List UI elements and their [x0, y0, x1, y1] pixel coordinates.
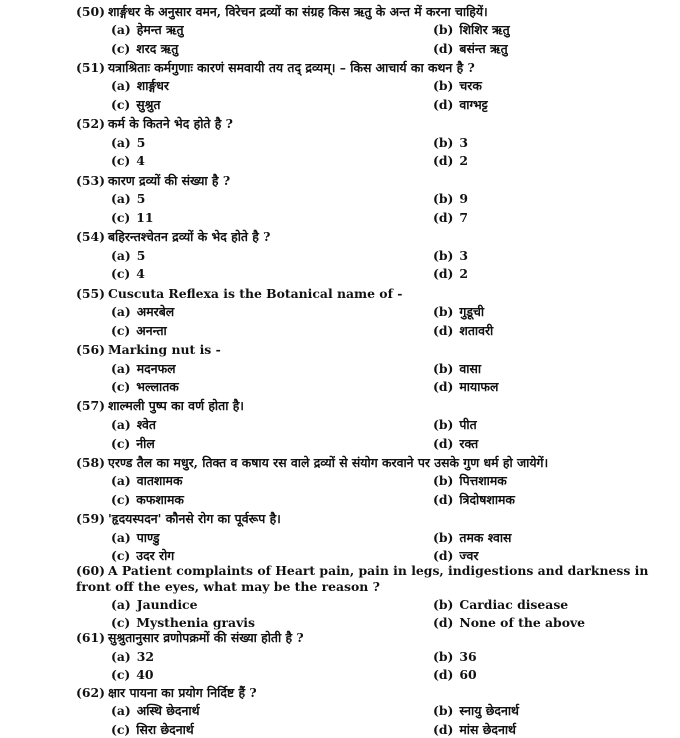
option-b	[433, 78, 482, 94]
option-d	[433, 492, 515, 508]
option-text: चरक	[459, 78, 482, 93]
option-c	[111, 97, 161, 113]
question-text: एरण्ड तैल का मधुर, तिक्त व कषाय रस वाले द्रव्यों से संयोग करवाने पर उसके गुण धर्म हो जायेगें।	[107, 455, 549, 470]
option-text: Cardiac disease	[459, 597, 569, 612]
option-text: कफशामक	[136, 492, 184, 507]
option-key: (d)	[433, 97, 454, 112]
option-d	[433, 266, 468, 282]
option-key: (a)	[111, 304, 131, 319]
option-text: मांस छेदनार्थ	[459, 722, 516, 737]
option-a	[111, 530, 160, 546]
option-key: (c)	[111, 667, 131, 682]
option-a	[111, 248, 145, 264]
option-c	[111, 379, 179, 395]
option-text: हेमन्त ऋतु	[136, 22, 184, 37]
option-key: (b)	[433, 191, 454, 206]
option-a	[111, 135, 145, 151]
option-text: ज्वर	[459, 548, 479, 563]
question-number: (57)	[76, 398, 105, 413]
question-56	[76, 342, 650, 358]
option-text: पाण्डु	[136, 530, 160, 545]
option-d	[433, 210, 468, 226]
option-text: शरद ऋतु	[136, 41, 179, 56]
option-key: (b)	[433, 649, 454, 664]
option-key: (c)	[111, 615, 131, 630]
question-50	[76, 4, 650, 20]
option-a	[111, 304, 174, 320]
question-number: (52)	[76, 116, 105, 131]
option-text: 2	[459, 153, 469, 168]
option-key: (a)	[111, 649, 131, 664]
option-c	[111, 41, 178, 57]
question-62	[76, 685, 650, 701]
option-d	[433, 548, 478, 564]
option-key: (d)	[433, 667, 454, 682]
option-d	[433, 323, 493, 339]
option-text: शार्ङ्गधर	[136, 78, 169, 93]
option-text: अस्थि छेदनार्थ	[136, 703, 200, 718]
option-key: (c)	[111, 41, 131, 56]
option-text: उदर रोग	[136, 548, 175, 563]
question-text: Cuscuta Reflexa is the Botanical name of -	[107, 286, 403, 301]
option-a	[111, 78, 169, 94]
option-d	[433, 436, 478, 452]
option-text: 32	[136, 649, 155, 664]
option-text: वाग्भट्ट	[459, 97, 488, 112]
option-text: नील	[136, 436, 155, 451]
option-text: वातशामक	[136, 473, 183, 488]
option-key: (c)	[111, 436, 131, 451]
option-text: मायाफल	[459, 379, 499, 394]
question-text: कारण द्रव्यों की संख्या है ?	[107, 173, 231, 188]
option-key: (b)	[433, 304, 454, 319]
question-text: क्षार पायना का प्रयोग निर्दिष्ट हैं ?	[107, 685, 257, 700]
option-text: मदनफल	[136, 361, 176, 376]
option-key: (b)	[433, 135, 454, 150]
option-text: गुडूची	[459, 304, 485, 319]
option-b	[433, 649, 477, 665]
option-text: पीत	[459, 417, 477, 432]
option-key: (c)	[111, 266, 131, 281]
question-text: शाल्मली पुष्प का वर्ण होता है।	[107, 398, 244, 413]
option-text: पित्तशामक	[459, 473, 507, 488]
option-c	[111, 323, 167, 339]
option-text: 60	[459, 667, 477, 682]
option-b	[433, 703, 519, 719]
option-text: स्नायु छेदनार्थ	[459, 703, 519, 718]
option-a	[111, 22, 184, 38]
question-number: (58)	[76, 455, 105, 470]
option-text: श्वेत	[136, 417, 156, 432]
option-a	[111, 191, 145, 207]
option-b	[433, 304, 484, 320]
option-a	[111, 597, 197, 613]
option-key: (a)	[111, 191, 131, 206]
option-a	[111, 703, 200, 719]
option-key: (b)	[433, 248, 454, 263]
option-key: (a)	[111, 703, 131, 718]
option-key: (b)	[433, 597, 454, 612]
option-text: तमक श्वास	[459, 530, 512, 545]
option-key: (a)	[111, 473, 131, 488]
option-key: (c)	[111, 323, 131, 338]
question-text: शार्ङ्गधर के अनुसार वमन, विरेचन द्रव्यों का संग्रह किस ऋतु के अन्त में करना चाहियें।	[107, 4, 488, 19]
option-text: 5	[136, 135, 146, 150]
option-text: 11	[136, 210, 154, 225]
option-text: None of the above	[459, 615, 586, 630]
option-key: (d)	[433, 153, 454, 168]
question-text: सुश्रुतानुसार व्रणोपक्रमों की संख्या होती है ?	[107, 630, 304, 645]
option-key: (c)	[111, 97, 131, 112]
option-d	[433, 153, 468, 169]
question-51	[76, 60, 650, 76]
question-number: (61)	[76, 630, 105, 645]
question-number: (62)	[76, 685, 105, 700]
option-d	[433, 615, 585, 631]
option-key: (b)	[433, 417, 454, 432]
option-c	[111, 266, 145, 282]
option-c	[111, 667, 154, 683]
option-key: (d)	[433, 323, 454, 338]
option-text: सिरा छेदनार्थ	[136, 722, 194, 737]
option-key: (b)	[433, 530, 454, 545]
option-text: अनन्ता	[136, 323, 167, 338]
option-text: 3	[459, 248, 469, 263]
question-61	[76, 630, 650, 646]
option-key: (d)	[433, 266, 454, 281]
option-text: 5	[136, 248, 146, 263]
option-text: Jaundice	[136, 597, 198, 612]
question-60	[76, 563, 650, 595]
question-text: 'हृदयस्पदन' कौनसे रोग का पूर्वरूप है।	[107, 511, 281, 526]
option-key: (d)	[433, 548, 454, 563]
option-key: (d)	[433, 615, 454, 630]
question-number: (55)	[76, 286, 105, 301]
option-b	[433, 361, 481, 377]
question-59	[76, 511, 650, 527]
option-d	[433, 41, 508, 57]
option-text: शतावरी	[459, 323, 494, 338]
option-key: (c)	[111, 722, 131, 737]
option-text: सुश्रुत	[136, 97, 161, 112]
option-a	[111, 361, 176, 377]
option-key: (c)	[111, 153, 131, 168]
option-text: 5	[136, 191, 146, 206]
option-text: शिशिर ऋतु	[459, 22, 510, 37]
option-key: (d)	[433, 436, 454, 451]
question-57	[76, 398, 650, 414]
option-c	[111, 722, 194, 738]
option-key: (b)	[433, 22, 454, 37]
option-c	[111, 153, 145, 169]
option-b	[433, 191, 468, 207]
option-b	[433, 135, 468, 151]
option-key: (c)	[111, 492, 131, 507]
option-key: (c)	[111, 548, 131, 563]
question-58	[76, 455, 650, 471]
question-54	[76, 229, 650, 245]
option-text: 4	[136, 266, 145, 281]
option-d	[433, 722, 516, 738]
option-b	[433, 248, 468, 264]
option-text: 36	[459, 649, 477, 664]
option-b	[433, 530, 511, 546]
option-c	[111, 548, 174, 564]
option-key: (b)	[433, 78, 454, 93]
option-b	[433, 22, 510, 38]
option-text: वासा	[459, 361, 482, 376]
option-b	[433, 597, 568, 613]
option-key: (d)	[433, 492, 454, 507]
option-c	[111, 492, 184, 508]
option-key: (a)	[111, 135, 131, 150]
option-text: भल्लातक	[136, 379, 179, 394]
option-text: अमरबेल	[136, 304, 175, 319]
option-text: 4	[136, 153, 145, 168]
option-text: रक्त	[459, 436, 479, 451]
option-key: (d)	[433, 379, 454, 394]
option-text: 9	[459, 191, 469, 206]
option-text: त्रिदोषशामक	[459, 492, 515, 507]
option-c	[111, 615, 255, 631]
option-key: (a)	[111, 78, 131, 93]
question-number: (56)	[76, 342, 105, 357]
option-key: (b)	[433, 473, 454, 488]
question-number: (51)	[76, 60, 105, 75]
option-a	[111, 417, 156, 433]
question-text: बहिरन्तश्चेतन द्रव्यों के भेद होते है ?	[107, 229, 271, 244]
question-text: कर्म के कितने भेद होते है ?	[107, 116, 233, 131]
option-key: (a)	[111, 530, 131, 545]
option-key: (a)	[111, 22, 131, 37]
option-text: बसंन्त ऋतु	[459, 41, 508, 56]
question-number: (59)	[76, 511, 105, 526]
option-key: (a)	[111, 417, 131, 432]
option-key: (a)	[111, 597, 131, 612]
option-b	[433, 473, 507, 489]
option-key: (c)	[111, 379, 131, 394]
option-text: 3	[459, 135, 469, 150]
option-key: (c)	[111, 210, 131, 225]
option-text: 2	[459, 266, 469, 281]
option-a	[111, 649, 154, 665]
question-text: यत्राश्रिताः कर्मगुणाः कारणं समवायी तय तद् द्रव्यम्। – किस आचार्य का कथन है ?	[107, 60, 475, 75]
option-key: (b)	[433, 703, 454, 718]
question-55	[76, 286, 650, 302]
option-key: (a)	[111, 361, 131, 376]
question-number: (60)	[76, 563, 105, 578]
question-number: (53)	[76, 173, 105, 188]
option-b	[433, 417, 477, 433]
option-text: 7	[459, 210, 469, 225]
option-a	[111, 473, 183, 489]
option-key: (b)	[433, 361, 454, 376]
option-key: (d)	[433, 722, 454, 737]
question-text: Marking nut is -	[107, 342, 221, 357]
option-key: (d)	[433, 41, 454, 56]
option-d	[433, 97, 488, 113]
question-number: (50)	[76, 4, 105, 19]
option-key: (a)	[111, 248, 131, 263]
question-53	[76, 173, 650, 189]
option-d	[433, 667, 477, 683]
question-number: (54)	[76, 229, 105, 244]
question-52	[76, 116, 650, 132]
option-text: 40	[136, 667, 154, 682]
question-text: A Patient complaints of Heart pain, pain in legs, indigestions and darkness in front off the eyes, what may be the reason ?	[76, 563, 649, 594]
option-c	[111, 436, 155, 452]
option-text: Mysthenia gravis	[136, 615, 255, 630]
option-d	[433, 379, 498, 395]
option-c	[111, 210, 154, 226]
option-key: (d)	[433, 210, 454, 225]
